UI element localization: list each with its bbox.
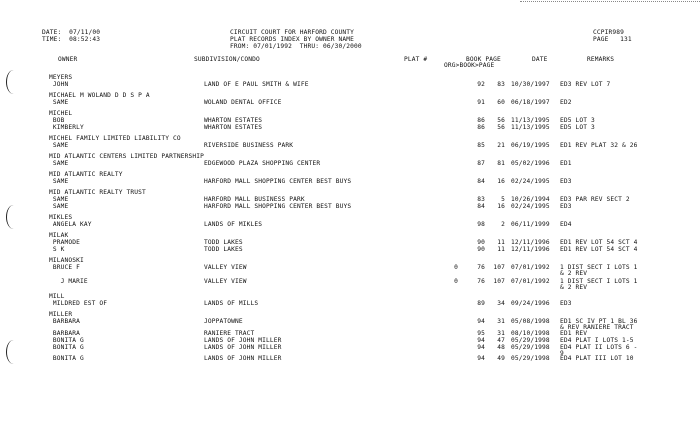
cell-owner: MILAK	[49, 232, 69, 239]
punch-hole-mark	[6, 70, 21, 94]
cell-book: 89	[477, 300, 485, 307]
cell-page: 21	[497, 142, 505, 149]
cell-page: 48	[497, 344, 505, 351]
cell-remarks: 1 DIST SECT I LOTS 1	[560, 278, 638, 285]
cell-owner: MILANOSKI	[49, 257, 84, 264]
cell-date: 05/02/1996	[511, 160, 550, 167]
cell-date: 11/13/1995	[511, 117, 550, 124]
cell-subdivision: RANIERE TRACT	[204, 330, 255, 337]
cell-owner: BONITA G	[49, 355, 84, 362]
cell-remarks: ED1 REV PLAT 32 & 26	[560, 142, 638, 149]
column-header-subdivision: SUBDIVISION/CONDO	[194, 56, 260, 63]
cell-book: 94	[477, 337, 485, 344]
cell-book: 76	[477, 278, 485, 285]
cell-subdivision: EDGEWOOD PLAZA SHOPPING CENTER	[204, 160, 321, 167]
cell-book: 90	[477, 246, 485, 253]
column-header-plat: PLAT #	[404, 56, 428, 63]
cell-plat: 0	[454, 264, 458, 271]
cell-date: 06/11/1999	[511, 221, 550, 228]
cell-owner: MID ATLANTIC CENTERS LIMITED PARTNERSHIP	[49, 153, 205, 160]
cell-remarks: ED3	[560, 300, 572, 307]
cell-remarks: ED1 SC IV PT 1 BL 36	[560, 318, 638, 325]
cell-owner: BARBARA	[49, 330, 81, 337]
cell-owner: MEYERS	[49, 74, 73, 81]
cell-date: 02/24/1995	[511, 178, 550, 185]
cell-subdivision: VALLEY VIEW	[204, 264, 247, 271]
cell-owner: JOHN	[49, 81, 69, 88]
cell-page: 11	[497, 239, 505, 246]
top-dotted-rule	[520, 1, 700, 3]
cell-remarks-continued: & REV RANIERE TRACT	[560, 324, 634, 331]
cell-page: 60	[497, 99, 505, 106]
report-date-range: FROM: 07/01/1992 THRU: 06/30/2000	[230, 43, 362, 50]
cell-owner: MICHEL	[49, 110, 73, 117]
cell-remarks: ED1 REV LOT 54 SCT 4	[560, 246, 638, 253]
cell-book: 84	[477, 178, 485, 185]
report-time: TIME: 08:52:43	[42, 36, 101, 43]
page-number: PAGE 131	[593, 36, 632, 43]
cell-page: 16	[497, 203, 505, 210]
punch-hole-mark	[6, 340, 21, 364]
cell-remarks: ED3 REV LOT 7	[560, 81, 611, 88]
punch-hole-mark	[6, 205, 21, 229]
cell-remarks: ED3 PAR REV SECT 2	[560, 196, 630, 203]
cell-book: 91	[477, 99, 485, 106]
report-title: CIRCUIT COURT FOR HARFORD COUNTY	[230, 29, 355, 36]
cell-subdivision: LAND OF E PAUL SMITH & WIFE	[204, 81, 309, 88]
cell-owner: ANGELA KAY	[49, 221, 92, 228]
cell-owner: BARBARA	[49, 318, 81, 325]
cell-remarks: 1 DIST SECT I LOTS 1	[560, 264, 638, 271]
cell-subdivision: LANDS OF MIKLES	[204, 221, 263, 228]
cell-owner: BRUCE F	[49, 264, 81, 271]
cell-page: 47	[497, 337, 505, 344]
cell-date: 10/30/1997	[511, 81, 550, 88]
cell-owner: MILDRED EST OF	[49, 300, 108, 307]
cell-owner: MICHAEL M WOLAND D D S P A	[49, 92, 150, 99]
cell-remarks: ED4 PLAT I LOTS 1-5	[560, 337, 634, 344]
cell-remarks: ED3	[560, 178, 572, 185]
cell-date: 10/26/1994	[511, 196, 550, 203]
cell-owner: SAME	[49, 196, 69, 203]
cell-subdivision: LANDS OF JOHN MILLER	[204, 355, 282, 362]
cell-owner: SAME	[49, 142, 69, 149]
cell-remarks: ED1	[560, 160, 572, 167]
column-header-org-book-page: ORG>BOOK>PAGE	[444, 62, 495, 69]
column-header-date: DATE	[532, 56, 548, 63]
column-header-remarks: REMARKS	[587, 56, 615, 63]
cell-subdivision: LANDS OF MILLS	[204, 300, 259, 307]
cell-book: 92	[477, 81, 485, 88]
cell-owner: BONITA G	[49, 344, 84, 351]
cell-date: 09/24/1996	[511, 300, 550, 307]
cell-subdivision: HARFORD MALL SHOPPING CENTER BEST BUYS	[204, 178, 352, 185]
cell-owner: BONITA G	[49, 337, 84, 344]
cell-subdivision: HARFORD MALL BUSINESS PARK	[204, 196, 305, 203]
cell-page: 16	[497, 178, 505, 185]
cell-owner: MIKLES	[49, 214, 73, 221]
cell-owner: SAME	[49, 160, 69, 167]
column-header-owner: OWNER	[58, 56, 78, 63]
cell-page: 31	[497, 330, 505, 337]
cell-book: 84	[477, 203, 485, 210]
cell-date: 05/29/1998	[511, 337, 550, 344]
cell-remarks: ED4	[560, 221, 572, 228]
cell-page: 31	[497, 318, 505, 325]
cell-book: 87	[477, 160, 485, 167]
cell-subdivision: WOLAND DENTAL OFFICE	[204, 99, 282, 106]
cell-page: 56	[497, 117, 505, 124]
cell-page: 83	[497, 81, 505, 88]
cell-book: 76	[477, 264, 485, 271]
cell-subdivision: TODD LAKES	[204, 246, 243, 253]
cell-subdivision: WHARTON ESTATES	[204, 124, 263, 131]
cell-page: 2	[501, 221, 505, 228]
cell-remarks: ED5 LOT 3	[560, 124, 595, 131]
cell-book: 90	[477, 239, 485, 246]
cell-book: 83	[477, 196, 485, 203]
cell-owner: KIMBERLY	[49, 124, 84, 131]
cell-date: 07/01/1992	[511, 278, 550, 285]
cell-date: 07/01/1992	[511, 264, 550, 271]
cell-page: 107	[493, 278, 505, 285]
cell-page: 34	[497, 300, 505, 307]
cell-subdivision: LANDS OF JOHN MILLER	[204, 344, 282, 351]
cell-page: 5	[501, 196, 505, 203]
cell-subdivision: HARFORD MALL SHOPPING CENTER BEST BUYS	[204, 203, 352, 210]
cell-date: 12/11/1996	[511, 239, 550, 246]
cell-subdivision: RIVERSIDE BUSINESS PARK	[204, 142, 294, 149]
cell-owner: MILL	[49, 293, 65, 300]
cell-book: 94	[477, 318, 485, 325]
cell-date: 06/18/1997	[511, 99, 550, 106]
cell-book: 86	[477, 117, 485, 124]
cell-owner: MID ATLANTIC REALTY	[49, 171, 123, 178]
cell-owner: BOB	[49, 117, 65, 124]
report-subtitle: PLAT RECORDS INDEX BY OWNER NAME	[230, 36, 355, 43]
cell-owner: MID ATLANTIC REALTY TRUST	[49, 189, 146, 196]
cell-page: 49	[497, 355, 505, 362]
cell-date: 08/10/1998	[511, 330, 550, 337]
report-date: DATE: 07/11/00	[42, 29, 101, 36]
cell-date: 05/08/1998	[511, 318, 550, 325]
cell-subdivision: TODD LAKES	[204, 239, 243, 246]
cell-book: 95	[477, 330, 485, 337]
cell-page: 56	[497, 124, 505, 131]
cell-subdivision: JOPPATOWNE	[204, 318, 243, 325]
cell-remarks: ED2	[560, 99, 572, 106]
cell-owner: SAME	[49, 99, 69, 106]
cell-remarks-continued: & 2 REV	[560, 270, 588, 277]
report-id: CCPIR989	[593, 29, 625, 36]
cell-date: 06/19/1995	[511, 142, 550, 149]
cell-remarks-continued: & 2 REV	[560, 284, 588, 291]
cell-remarks: ED3	[560, 203, 572, 210]
cell-remarks: ED1 REV LOT 54 SCT 4	[560, 239, 638, 246]
cell-book: 94	[477, 355, 485, 362]
cell-date: 02/24/1995	[511, 203, 550, 210]
cell-date: 05/29/1998	[511, 344, 550, 351]
cell-book: 94	[477, 344, 485, 351]
cell-date: 11/13/1995	[511, 124, 550, 131]
cell-date: 05/29/1998	[511, 355, 550, 362]
cell-owner: SAME	[49, 203, 69, 210]
cell-book: 85	[477, 142, 485, 149]
column-header-book-page: BOOK PAGE	[466, 56, 501, 63]
cell-owner: PRAMODE	[49, 239, 81, 246]
cell-remarks: ED1 REV	[560, 330, 588, 337]
cell-subdivision: WHARTON ESTATES	[204, 117, 263, 124]
cell-owner: SAME	[49, 178, 69, 185]
cell-book: 98	[477, 221, 485, 228]
cell-date: 12/11/1996	[511, 246, 550, 253]
cell-plat: 0	[454, 278, 458, 285]
cell-page: 81	[497, 160, 505, 167]
cell-page: 107	[493, 264, 505, 271]
cell-subdivision: LANDS OF JOHN MILLER	[204, 337, 282, 344]
cell-remarks: ED5 LOT 3	[560, 117, 595, 124]
cell-book: 86	[477, 124, 485, 131]
cell-owner: S K	[49, 246, 65, 253]
cell-subdivision: VALLEY VIEW	[204, 278, 247, 285]
cell-remarks: ED4 PLAT III LOT 10	[560, 355, 634, 362]
cell-owner: MICHEL FAMILY LIMITED LIABILITY CO	[49, 135, 181, 142]
cell-owner: MILLER	[49, 311, 73, 318]
cell-remarks: ED4 PLAT II LOTS 6 -	[560, 344, 638, 351]
cell-remarks-continued: 9	[560, 350, 564, 357]
cell-page: 11	[497, 246, 505, 253]
cell-owner: J MARIE	[49, 278, 88, 285]
